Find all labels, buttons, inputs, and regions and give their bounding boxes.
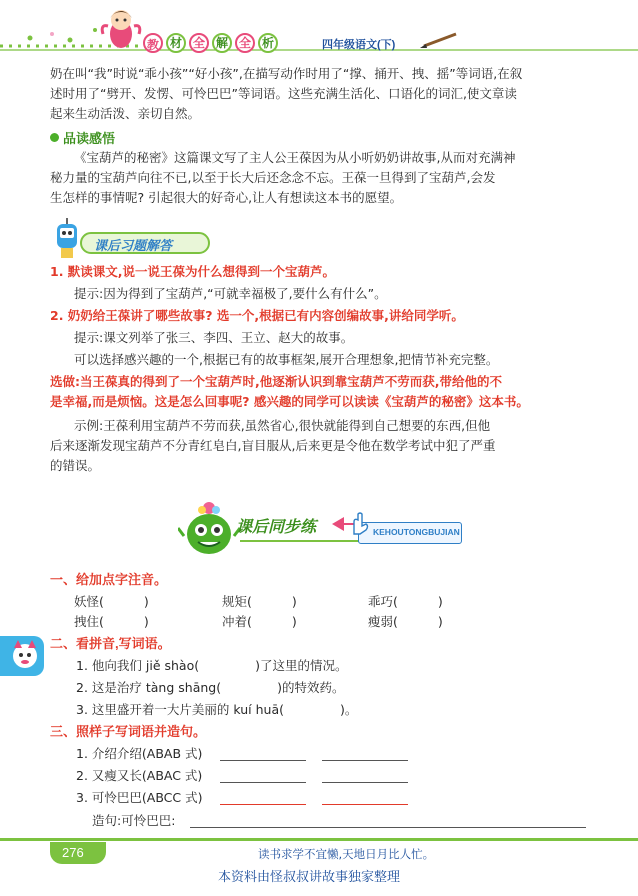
sentence-answer-line[interactable] [190, 827, 586, 828]
intro-line: 起来生动活泼、亲切自然。 [50, 106, 201, 121]
answers-banner [80, 232, 210, 254]
intro-line: 奶在叫“我”时说“乖小孩”“好小孩”,在描写动作时用了“撑、捅开、拽、摇”等词语,在叙 [50, 66, 523, 81]
title-char: 教 [143, 33, 163, 53]
item-close: ) [437, 594, 443, 609]
green-dot-icon [50, 133, 59, 142]
example-line: 的错误。 [50, 458, 101, 473]
pinyin-item [368, 592, 443, 610]
monster-mascot-icon [178, 498, 240, 560]
reading-title: 品读感悟 [63, 131, 116, 146]
exercise-3-title: 三、照样子写词语并造句。 [50, 724, 207, 739]
optional-task [50, 372, 610, 412]
page-number: 276 [62, 845, 84, 860]
title-char: 全 [189, 33, 209, 53]
item-word: 冲着( [222, 614, 252, 629]
pinyin-item [74, 612, 149, 630]
line-prefix: 2. 这是治疗 tàng shāng( [76, 680, 222, 695]
pinyin-badge-text: KEHOUTONGBUJIAN [373, 527, 460, 537]
line-suffix: )了这里的情况。 [255, 658, 348, 673]
footer-rule [0, 838, 638, 841]
item-close: ) [143, 594, 149, 609]
line-prefix: 1. 他向我们 jiě shào( [76, 658, 200, 673]
item-word: 妖怪( [74, 594, 104, 609]
title-char: 材 [166, 33, 186, 53]
reading-heading [50, 128, 115, 147]
question-1-hint: 提示:因为得到了宝葫芦,“可就幸福极了,要什么有什么”。 [74, 286, 387, 301]
question-2: 2. 奶奶给王葆讲了哪些故事? 选一个,根据已有内容创编故事,讲给同学听。 [50, 308, 464, 323]
exercise-3-line: 2. 又瘦又长(ABAC 式) [76, 768, 203, 783]
item-close: ) [437, 614, 443, 629]
exercise-2-line [76, 680, 344, 696]
item-close: ) [291, 614, 297, 629]
exercise-3-line: 3. 可怜巴巴(ABCC 式) [76, 790, 203, 805]
pinyin-item [368, 612, 443, 630]
item-word: 规矩( [222, 594, 252, 609]
intro-line: 述时用了“劈开、发愣、可怜巴巴”等词语。这些充满生活化、口语化的词汇,使文章读 [50, 86, 517, 101]
reading-line: 《宝葫芦的秘密》这篇课文写了主人公王葆因为从小听奶奶讲故事,从而对充满神 [74, 150, 516, 165]
answer-line[interactable] [322, 782, 408, 783]
example-answer [50, 416, 610, 476]
item-word: 乖巧( [368, 594, 398, 609]
header-bar [0, 0, 638, 60]
intro-paragraph [50, 64, 610, 124]
reading-line: 生怎样的事情呢? 引起很大的好奇心,让人有想读这本书的愿望。 [50, 190, 403, 205]
pen-icon [420, 30, 460, 50]
sentence-label: 造句:可怜巴巴: [92, 813, 176, 828]
line-prefix: 3. 这里盛开着一大片美丽的 kuí huā( [76, 702, 284, 717]
title-char: 析 [258, 33, 278, 53]
sync-banner-title: 课后同步练 [236, 519, 317, 536]
question-2-hint: 提示:课文列举了张三、李四、王立、赵大的故事。 [74, 330, 354, 345]
item-word: 瘦弱( [368, 614, 398, 629]
answer-line[interactable] [322, 760, 408, 761]
reading-paragraph [50, 148, 610, 208]
pinyin-item [222, 612, 297, 630]
question-1: 1. 默读课文,说一说王葆为什么想得到一个宝葫芦。 [50, 264, 336, 279]
item-word: 拽住( [74, 614, 104, 629]
title-char: 全 [235, 33, 255, 53]
item-close: ) [143, 614, 149, 629]
answers-banner-title: 课后习题解答 [94, 238, 173, 253]
item-close: ) [291, 594, 297, 609]
answer-line[interactable] [322, 804, 408, 805]
example-line: 后来逐渐发现宝葫芦不分青红皂白,盲目服从,后来更是令他在数学考试中犯了严重 [50, 438, 496, 453]
optional-line: 选做:当王葆真的得到了一个宝葫芦时,他逐渐认识到靠宝葫芦不劳而获,带给他的不 [50, 374, 502, 389]
footer-watermark: 本资料由怪叔叔讲故事独家整理 [218, 870, 401, 885]
exercise-3-line: 1. 介绍介绍(ABAB 式) [76, 746, 203, 761]
exercise-2-title: 二、看拼音,写词语。 [50, 636, 171, 651]
fox-mascot-icon [10, 640, 40, 672]
question-2-note: 可以选择感兴趣的一个,根据已有的故事框架,展开合理想象,把情节补充完整。 [74, 352, 499, 367]
page-number-tab [50, 842, 106, 864]
title-char: 解 [212, 33, 232, 53]
header-decoration [0, 0, 638, 60]
side-tab [0, 636, 44, 676]
girl-mascot-icon [100, 4, 142, 52]
pinyin-item [222, 592, 297, 610]
grade-label: 四年级语文(下) [322, 39, 396, 51]
pinyin-item [74, 592, 149, 610]
robot-mascot-icon [52, 218, 82, 264]
exercise-2-line [76, 658, 348, 674]
line-suffix: )的特效药。 [277, 680, 345, 695]
reading-line: 秘力量的宝葫芦向往不已,以至于长大后还念念不忘。王葆一旦得到了宝葫芦,会发 [50, 170, 496, 185]
exercise-2-line [76, 702, 357, 718]
answer-line[interactable] [220, 804, 306, 805]
exercise-1-title: 一、给加点字注音。 [50, 572, 168, 587]
footer-motto: 读书求学不宜懒,天地日月比人忙。 [258, 847, 435, 861]
line-suffix: )。 [339, 702, 358, 717]
answer-line[interactable] [220, 782, 306, 783]
header-title [143, 33, 278, 53]
pinyin-badge [358, 522, 462, 544]
answer-line[interactable] [220, 760, 306, 761]
pointing-hand-icon [350, 512, 370, 536]
optional-line: 是幸福,而是烦恼。这是怎么回事呢? 感兴趣的同学可以读读《宝葫芦的秘密》这本书。 [50, 394, 529, 409]
example-line: 示例:王葆利用宝葫芦不劳而获,虽然省心,很快就能得到自己想要的东西,但他 [74, 418, 491, 433]
